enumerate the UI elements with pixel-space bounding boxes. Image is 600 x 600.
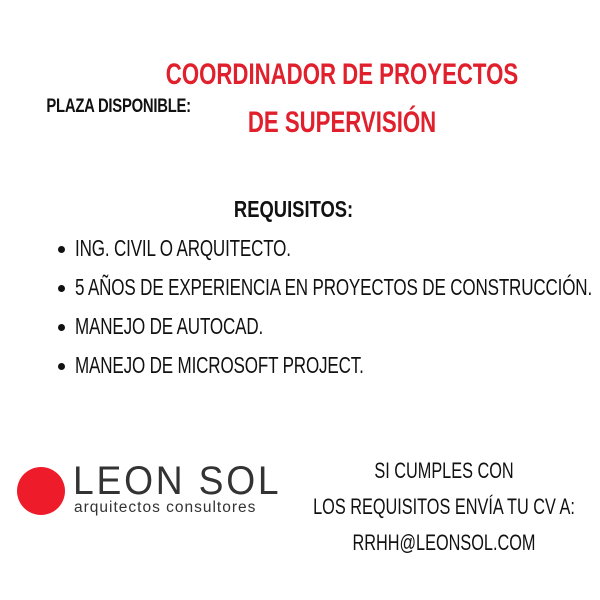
requirements-heading: REQUISITOS: xyxy=(233,196,354,222)
requirement-text: MANEJO DE MICROSOFT PROJECT. xyxy=(75,352,364,378)
logo-name: LEON SOL xyxy=(73,459,282,503)
bullet-icon xyxy=(58,363,65,370)
contact-email: RRHH@LEONSOL.COM xyxy=(352,530,536,555)
bullet-icon xyxy=(58,285,65,292)
bullet-icon xyxy=(58,246,65,253)
contact-line-1: SI CUMPLES CON xyxy=(374,458,514,483)
job-title-line-1: COORDINADOR DE PROYECTOS xyxy=(165,58,519,91)
requirement-text: ING. CIVIL O ARQUITECTO. xyxy=(75,235,291,261)
plaza-label: PLAZA DISPONIBLE: xyxy=(46,96,191,117)
job-title-line-2: DE SUPERVISIÓN xyxy=(247,106,437,139)
requirement-text: MANEJO DE AUTOCAD. xyxy=(75,313,264,339)
contact-line-2: LOS REQUISITOS ENVÍA TU CV A: xyxy=(313,494,575,519)
bullet-icon xyxy=(58,324,65,331)
logo-circle-icon xyxy=(17,467,65,515)
requirement-text: 5 AÑOS DE EXPERIENCIA EN PROYECTOS DE CONSTRUCCIÓN. xyxy=(75,274,593,300)
logo-tagline: arquitectos consultores xyxy=(74,499,257,516)
